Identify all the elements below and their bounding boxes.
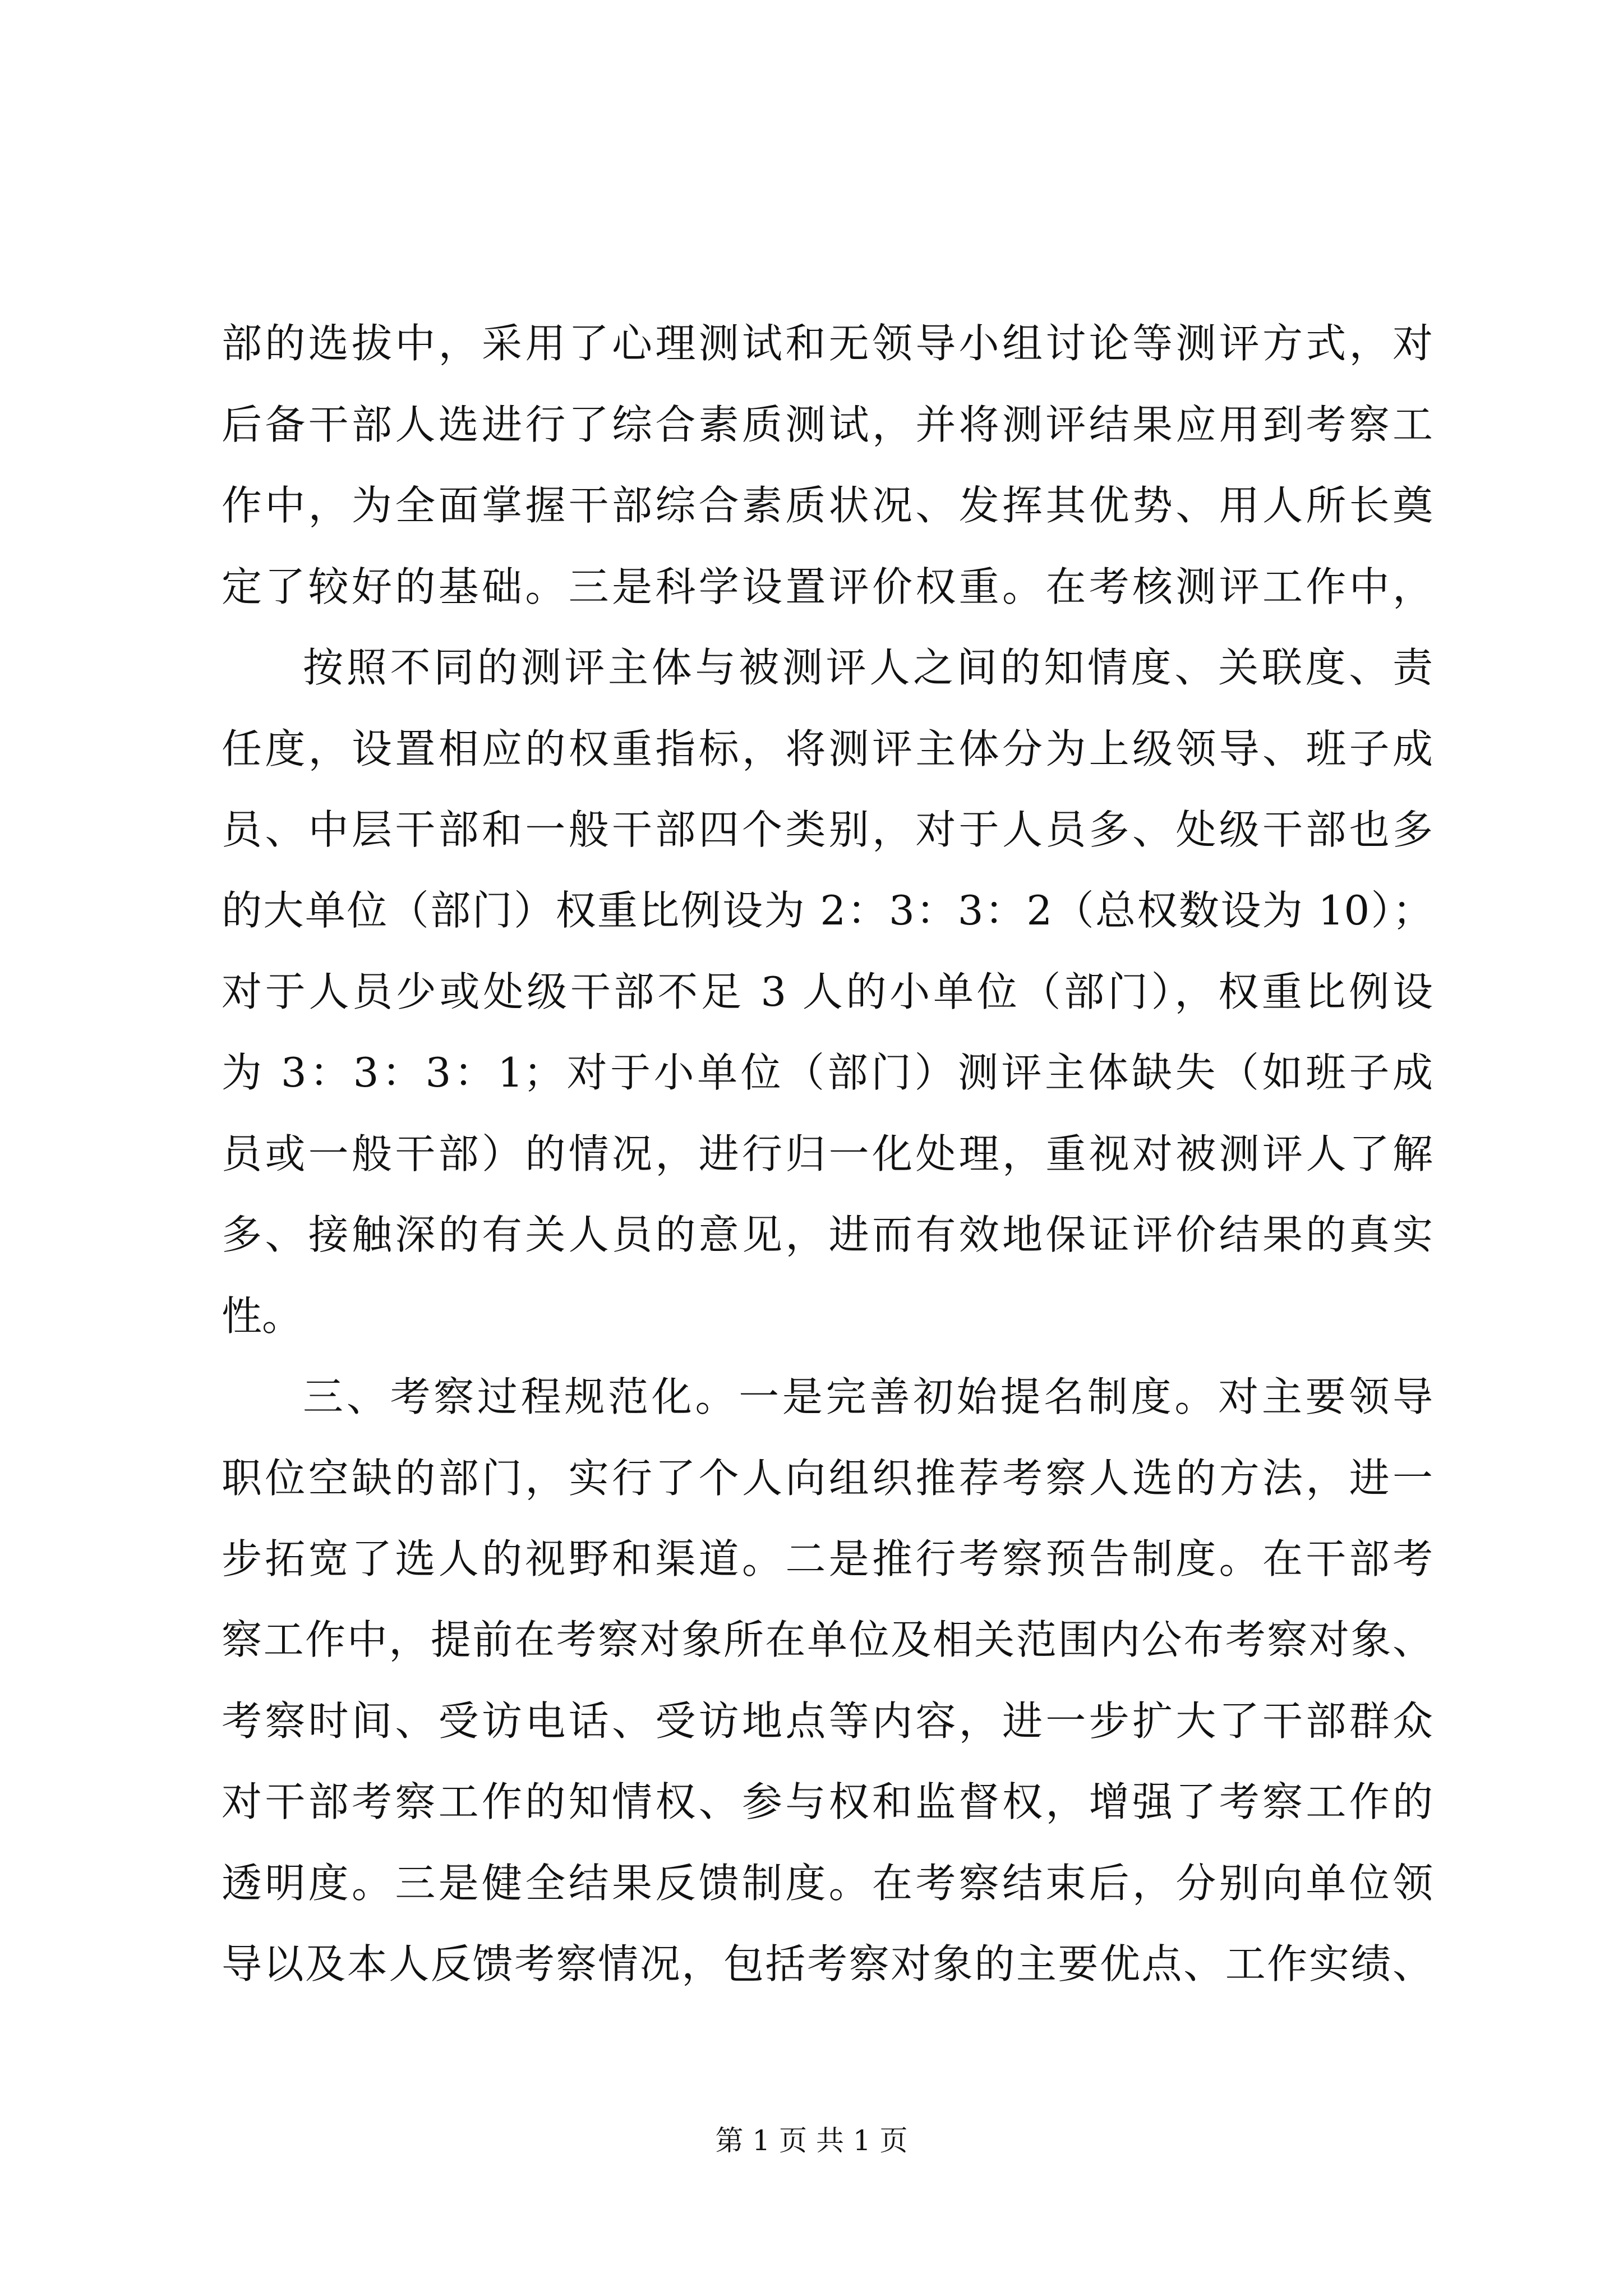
text-line: 员、中层干部和一般干部四个类别，对于人员多、处级干部也多 bbox=[222, 806, 1433, 853]
text-line: 按照不同的测评主体与被测评人之间的知情度、关联度、责 bbox=[303, 644, 1433, 691]
text-line: 任度，设置相应的权重指标，将测评主体分为上级领导、班子成 bbox=[222, 725, 1433, 772]
text-line: 后备干部人选进行了综合素质测试，并将测评结果应用到考察工 bbox=[222, 401, 1433, 448]
text-line: 定了较好的基础。三是科学设置评价权重。在考核测评工作中， bbox=[222, 563, 1433, 610]
text-line: 职位空缺的部门，实行了个人向组织推荐考察人选的方法，进一 bbox=[222, 1455, 1433, 1502]
text-line: 作中，为全面掌握干部综合素质状况、发挥其优势、用人所长奠 bbox=[222, 482, 1433, 529]
text-line: 员或一般干部）的情况，进行归一化处理，重视对被测评人了解 bbox=[222, 1130, 1433, 1177]
text-line: 的大单位（部门）权重比例设为 2：3：3：2（总权数设为 10）； bbox=[222, 887, 1433, 934]
text-line: 考察时间、受访电话、受访地点等内容，进一步扩大了干部群众 bbox=[222, 1697, 1433, 1745]
text-line: 为 3：3：3：1；对于小单位（部门）测评主体缺失（如班子成 bbox=[222, 1049, 1433, 1096]
text-line: 步拓宽了选人的视野和渠道。二是推行考察预告制度。在干部考 bbox=[222, 1535, 1433, 1582]
text-line: 导以及本人反馈考察情况，包括考察对象的主要优点、工作实绩、 bbox=[222, 1940, 1433, 1987]
text-line: 部的选拔中，采用了心理测试和无领导小组讨论等测评方式，对 bbox=[222, 320, 1433, 367]
text-line: 三、考察过程规范化。一是完善初始提名制度。对主要领导 bbox=[303, 1373, 1433, 1420]
text-line: 对于人员少或处级干部不足 3 人的小单位（部门），权重比例设 bbox=[222, 968, 1433, 1015]
page-number-footer: 第 1 页 共 1 页 bbox=[715, 2124, 908, 2157]
text-line: 察工作中，提前在考察对象所在单位及相关范围内公布考察对象、 bbox=[222, 1616, 1433, 1663]
text-line: 多、接触深的有关人员的意见，进而有效地保证评价结果的真实 bbox=[222, 1211, 1433, 1258]
text-line: 透明度。三是健全结果反馈制度。在考察结束后，分别向单位领 bbox=[222, 1860, 1433, 1907]
text-line: 性。 bbox=[222, 1292, 303, 1340]
text-line: 对干部考察工作的知情权、参与权和监督权，增强了考察工作的 bbox=[222, 1778, 1433, 1825]
